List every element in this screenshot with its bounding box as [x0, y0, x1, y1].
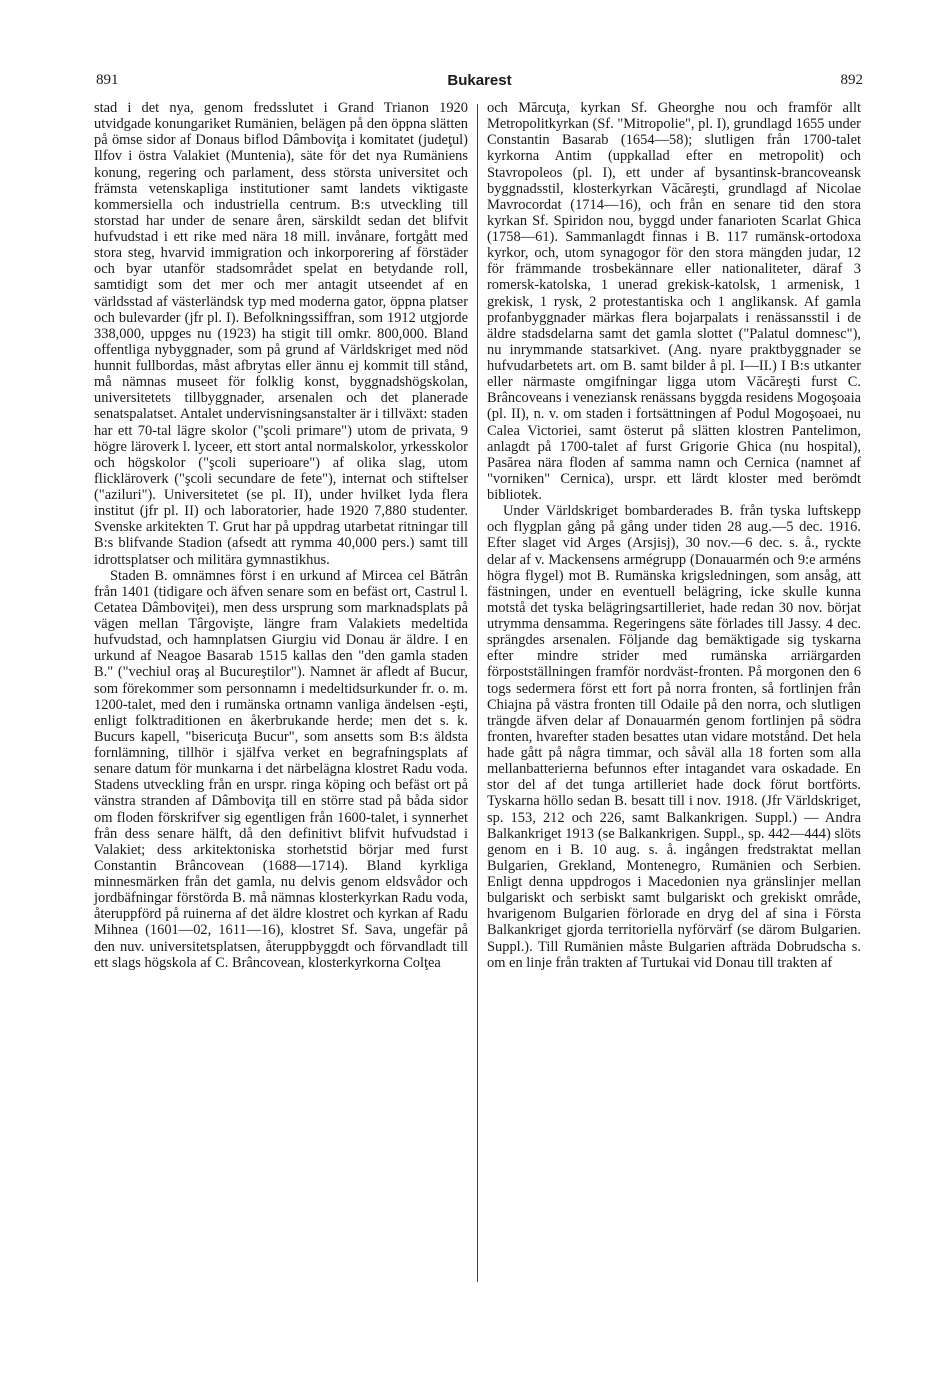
left-column [94, 100, 468, 971]
paragraph: Staden B. omnämnes först i en urkund af Mircea cel Bătrân från 1401 (tidigare och äfven senare som en befäst ort, Castrul l. Cetatea Dâmboviţei), men dess ursprung som marknadsplats på vägen mellan Târgovişte, längre fram Valakiets medeltida hufvudstad, och hamnplatsen Giurgiu vid Donau är äldre. I en urkund af Neagoe Basarab 1515 kallas den "den gamla staden B." ("vechiul oraş al Bucureştilor"). Namnet är afledt af Bucur, som förekommer som personnamn i medeltidsurkunder fr. o. m. 1200-talet, med den i rumänska ortnamn vanliga ändelsen -eşti, enligt folktraditionen en åkerbrukande herde; men det s. k. Bucurs kapell, "bisericuţa Bucur", som ansetts som B:s äldsta fornlämning, tillhör i själfva verket en begrafningsplats af senare datum för munkarna i det närbelägna klostret Radu voda. Stadens utveckling från en urspr. ringa köping och befäst ort på vänstra stranden af Dâmboviţa till en större stad på båda sidor om floden förskrifver sig egentligen från 1600-talet, i synnerhet från dess senare hälft, då den definitivt blifvit hufvudstad i Valakiet; dess arkitektoniska storhetstid börjar med furst Constantin Brâncovean (1688—1714). Bland kyrkliga minnesmärken från det gamla, nu delvis genom eldsvådor och jordbäfningar förstörda B. må nämnas klosterkyrkan Radu voda, återuppförd på ruinerna af det äldre klostret och kyrkan af Radu Mihnea (1601—02, 1611—16), klostret Sf. Sava, ungefär på den nuv. universitetsplatsen, återuppbyggdt och förvandladt till ett slags högskola af C. Brâncovean, klosterkyrkorna Colţea [94, 567, 468, 971]
paragraph: stad i det nya, genom fredsslutet i Grand Trianon 1920 utvidgade konungariket Rumänien, belägen på den öppna slätten på ömse sidor af Donaus biflod Dâmboviţa i komitatet (judeţul) Ilfov i östra Valakiet (Muntenia), säte för det nya Rumäniens konung, regering och parlament, dess största universitet och främsta vetenskapliga institutioner samt landets viktigaste kommersiella och industriella centrum. B:s utveckling till storstad har under de senare åren, särskildt sedan det blifvit hufvudstad i ett rike med nära 18 mill. invånare, fortgått med stora steg, hvarvid immigration och inkorporering af förstäder och byar utanför stadsområdet spelat en betydande roll, samtidigt som det mer och mer antagit utseendet af en världsstad af västerländsk typ med moderna gator, öppna platser och bulevarder (jfr pl. I). Befolkningssiffran, som 1912 utgjorde 338,000, uppges nu (1923) ha stigit till omkr. 800,000. Bland offentliga nybyggnader, som på grund af Världskriget med nöd hunnit fullbordas, måst afbrytas eller ännu ej kommit till stånd, må nämnas museet för folklig konst, byggnadshögskolan, universitetets tillbyggnader, arsenalen och det planerade senatspalatset. Antalet undervisningsanstalter är i tillväxt: staden har ett 70-tal lägre skolor ("şcoli primare") utom de privata, 9 högre läroverk l. lyceer, ett stort antal normalskolor, yrkesskolor och högskolor ("şcoli superioare") af olika slag, utom flickläroverk ("şcoli secundare de fete"), internat och stiftelser ("aziluri"). Universitetet (se pl. II), under hvilket lyda flera institut (jfr pl. II) och laboratorier, hade 1920 7,880 studenter. Svenske arkitekten T. Grut har på uppdrag utarbetat ritningar till B:s blifvande Stadion (afsedt att rymma 40,000 pers.) samt till idrottsplatser och militära gymnastikhus. [94, 100, 468, 568]
paragraph: och Mărcuţa, kyrkan Sf. Gheorghe nou och framför allt Metropolitkyrkan (Sf. "Mitropolie", pl. I), grundlagd 1655 under Constantin Basarab (1654—58); slutligen från 1700-talet kyrkorna Antim (uppkallad efter en metropolit) och Stavropoleos (pl. I), ett under af bysantinsk-brancoveansk byggnadsstil, klosterkyrkan Văcăreşti, grundlagd af Nicolae Mavrocordat (1714—16), och från en senare tid den stora kyrkan Sf. Spiridon nou, byggd under fanarioten Scarlat Ghica (1758—61). Sammanlagdt finnas i B. 117 rumänsk-ortodoxa kyrkor, och, utom synagogor för den stora mängden judar, 12 för främmande trosbekännare eller nationaliteter, däraf 3 romersk-katolska, 1 unerad grekisk-katolsk, 1 armenisk, 1 grekisk, 1 rysk, 2 protestantiska och 1 anglikansk. Af gamla profanbyggnader märkas flera bojarpalats i renässansstil i de äldre stadsdelarna samt det gamla slottet ("Palatul domnesc"), nu inrymmande statsarkivet. (Ang. nyare praktbyggnader se hufvudarbetets art. om B. samt bilder å pl. I—II.) I B:s utkanter eller närmaste omgifningar ligga utom Văcăreşti furst C. Brâncoveans i veneziansk renässans byggda residens Mogoşoaia (pl. II), n. v. om staden i fortsättningen af Podul Mogoşoaei, nu Calea Victoriei, samt österut på slätten klostren Pantelimon, anlagdt på 1700-talet af furst Grigorie Ghica (nu hospital), Pasărea nära floden af samma namn och Cernica (namnet af "vorniken" Cernica), urspr. ett lärdt kloster med berömdt bibliotek. [487, 100, 861, 503]
page-number-right: 892 [840, 72, 863, 88]
right-column [487, 100, 861, 971]
column-divider [477, 104, 478, 1282]
page-number-left: 891 [96, 72, 119, 88]
paragraph: Under Världskriget bombarderades B. från tyska luftskepp och flygplan gång på gång under tiden 28 aug.—5 dec. 1916. Efter slaget vid Arges (Arsjisj), 30 nov.—6 dec. s. å., ryckte delar af v. Mackensens armégrupp (Donauarmén och 9:e arméns högra flygel) mot B. Rumänska krigsledningen, som ansåg, att fästningen, under en eventuell belägring, icke skulle kunna motstå det tyska belägringsartilleriet, hade redan 30 nov. börjat utrymma densamma. Regeringens säte förlades till Jassy. 4 dec. sprängdes arsenalen. Följande dag bemäktigade sig tyskarna efter mindre strider med rumänska arriärgarden förpostställningen framför nordväst-fronten. På morgonen den 6 togs sedermera först ett fort på norra fronten, så fortlinjen från Chiajna på västra fronten till Odaile på den norra, och slutligen trängde äfven delar af Donauarmén genom fortlinjen på södra fronten, hvarefter staden besattes utan vidare motstånd. Det hela hade gått på några timmar, och såväl alla 18 forten som alla mellanbatterierna befunnos efter intagandet vara oskadade. En stor del af det tunga artilleriet hade dock förut bortförts. Tyskarna höllo sedan B. besatt till i nov. 1918. (Jfr Världskriget, sp. 153, 212 och 226, samt Balkankrigen. Suppl.) — Andra Balkankriget 1913 (se Balkankrigen. Suppl., sp. 442—444) slöts genom en i B. 10 aug. s. å. ingången fredstraktat mellan Bulgarien, Grekland, Montenegro, Rumänien och Serbien. Enligt denna uppdrogos i Macedonien nya gränslinjer mellan bulgariskt och serbiskt samt bulgariskt och grekiskt område, hvarigenom Bulgarien förlorade en dryg del af sina i Första Balkankriget gjorda territoriella nyförvärf (se därom Bulgarien. Suppl.). Till Rumänien måste Bulgarien afträda Dobrudscha s. om en linje från trakten af Turtukai vid Donau till trakten af [487, 503, 861, 971]
page-header [96, 72, 863, 94]
running-title: Bukarest [447, 72, 512, 89]
